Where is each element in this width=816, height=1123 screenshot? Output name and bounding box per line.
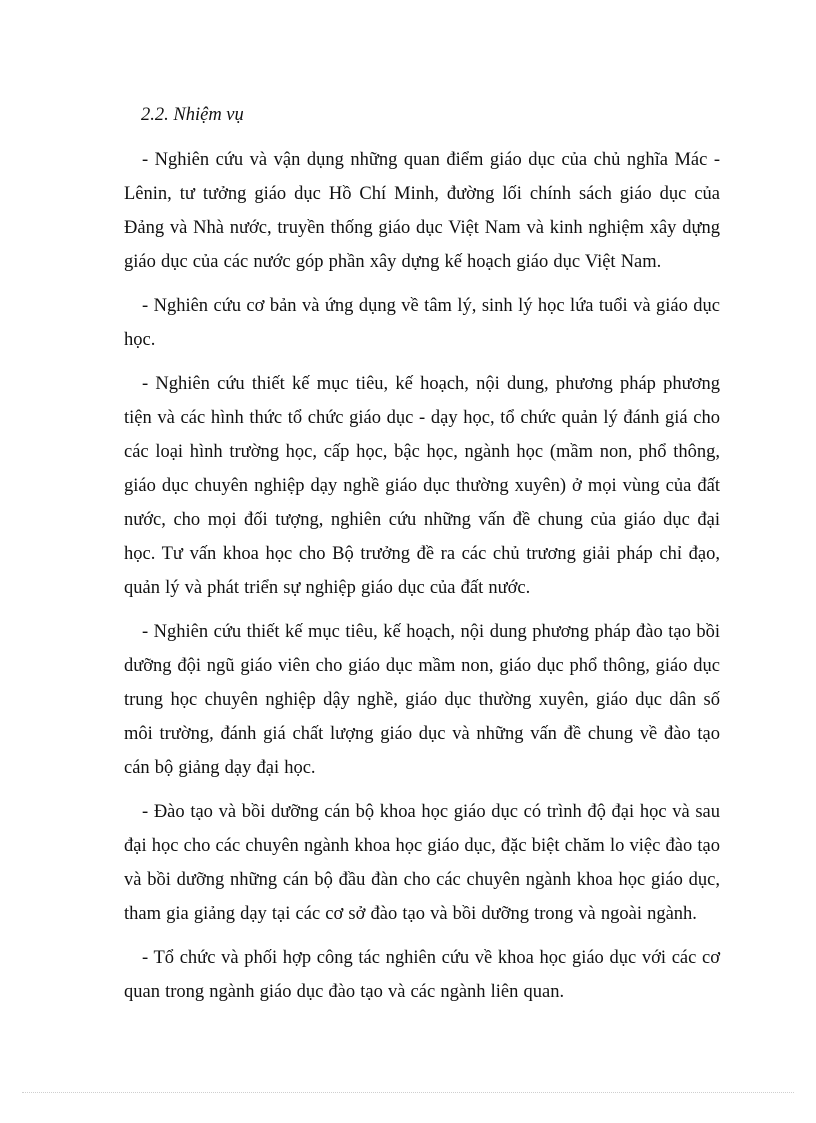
section-heading: 2.2. Nhiệm vụ (141, 105, 244, 125)
paragraph-5: - Đào tạo và bồi dưỡng cán bộ khoa học giáo dục có trình độ đại học và sau đại học cho các chuyên ngành khoa học giáo dục, đặc biệt chăm lo việc đào tạo và bồi dưỡng những cán bộ đầu đàn cho các chuyên ngành khoa học giáo dục, tham gia giảng dạy tại các cơ sở đào tạo và bồi dưỡng trong và ngoài ngành. (124, 802, 720, 924)
section-body (124, 143, 720, 1019)
paragraph-1: - Nghiên cứu và vận dụng những quan điểm giáo dục của chủ nghĩa Mác - Lênin, tư tưởng giáo dục Hồ Chí Minh, đường lối chính sách giáo dục của Đảng và Nhà nước, truyền thống giáo dục Việt Nam và kinh nghiệm xây dựng giáo dục của các nước góp phần xây dựng kế hoạch giáo dục Việt Nam. (124, 150, 720, 272)
paragraph-4: - Nghiên cứu thiết kế mục tiêu, kế hoạch, nội dung phương pháp đào tạo bồi dưỡng đội ngũ giáo viên cho giáo dục mầm non, giáo dục phổ thông, giáo dục trung học chuyên nghiệp dậy nghề, giáo dục thường xuyên, giáo dục dân số môi trường, đánh giá chất lượng giáo dục và những vấn đề chung về đào tạo cán bộ giảng dạy đại học. (124, 622, 720, 778)
page-bottom-divider (22, 1092, 794, 1093)
paragraph-2: - Nghiên cứu cơ bản và ứng dụng về tâm lý, sinh lý học lứa tuổi và giáo dục học. (124, 296, 720, 350)
paragraph-3: - Nghiên cứu thiết kế mục tiêu, kế hoạch, nội dung, phương pháp phương tiện và các hình thức tổ chức giáo dục - dạy học, tổ chức quản lý đánh giá cho các loại hình trường học, cấp học, bậc học, ngành học (mầm non, phổ thông, giáo dục chuyên nghiệp dạy nghề giáo dục thường xuyên) ở mọi vùng của đất nước, cho mọi đối tượng, nghiên cứu những vấn đề chung của giáo dục đại học. Tư vấn khoa học cho Bộ trưởng đề ra các chủ trương giải pháp chỉ đạo, quản lý và phát triển sự nghiệp giáo dục của đất nước. (124, 374, 720, 598)
paragraph-6: - Tổ chức và phối hợp công tác nghiên cứu về khoa học giáo dục với các cơ quan trong ngành giáo dục đào tạo và các ngành liên quan. (124, 948, 720, 1002)
